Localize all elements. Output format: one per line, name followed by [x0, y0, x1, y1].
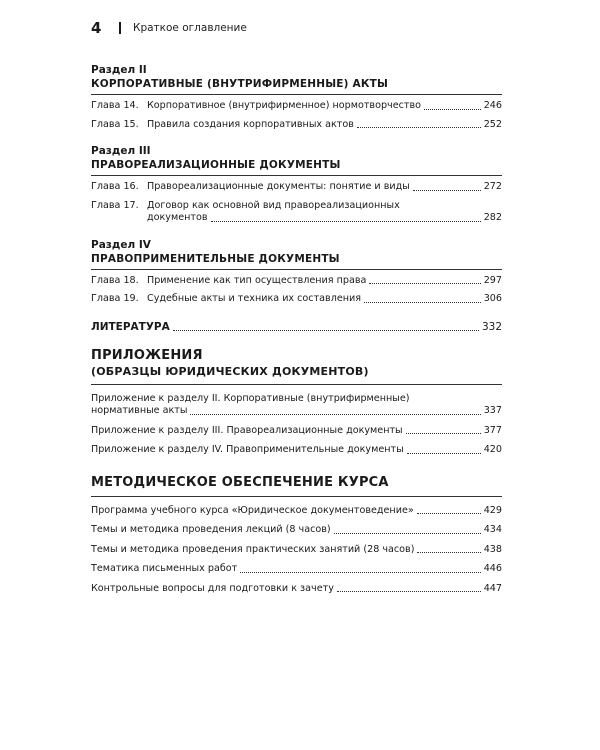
- page-ref: 272: [483, 181, 502, 192]
- section-label: Раздел III: [91, 145, 151, 157]
- page-ref: 246: [483, 100, 502, 111]
- methodology-item: Темы и методика проведения практических занятий (28 часов): [91, 543, 415, 555]
- toc-entry[interactable]: [91, 275, 502, 288]
- chapter-number: Глава 16.: [91, 181, 139, 192]
- toc-entry[interactable]: [91, 425, 502, 438]
- page-ref: 306: [483, 293, 502, 304]
- section-rule: [91, 269, 502, 270]
- appendices-title: ПРИЛОЖЕНИЯ: [91, 347, 203, 363]
- header-separator: [119, 22, 121, 34]
- section-label: Раздел II: [91, 64, 147, 76]
- toc-entry[interactable]: [91, 563, 502, 576]
- section-rule: [91, 496, 502, 497]
- page-ref: 332: [481, 320, 502, 333]
- page-ref: 282: [483, 212, 502, 223]
- leader-dots: [190, 414, 480, 415]
- leader-dots: [406, 433, 481, 434]
- section-title: КОРПОРАТИВНЫЕ (ВНУТРИФИРМЕННЫЕ) АКТЫ: [91, 78, 389, 90]
- literature-title: ЛИТЕРАТУРА: [91, 320, 170, 333]
- table-of-contents: [91, 64, 502, 602]
- toc-entry[interactable]: [91, 293, 502, 306]
- leader-dots: [357, 127, 481, 128]
- methodology-item: Тематика письменных работ: [91, 563, 238, 574]
- leader-dots: [211, 221, 481, 222]
- toc-entry[interactable]: [91, 583, 502, 596]
- leader-dots: [407, 453, 481, 454]
- leader-dots: [364, 302, 481, 303]
- leader-dots: [240, 572, 480, 573]
- section-4: [91, 239, 502, 306]
- page-ref: 420: [483, 444, 502, 455]
- toc-entry[interactable]: [91, 200, 502, 225]
- section-rule: [91, 175, 502, 176]
- leader-dots: [424, 109, 481, 110]
- page-ref: 297: [483, 274, 502, 286]
- appendix-title-line2: нормативные акты: [91, 405, 188, 416]
- chapter-number: Глава 14.: [91, 100, 139, 111]
- toc-entry[interactable]: [91, 505, 502, 518]
- chapter-number: Глава 18.: [91, 274, 139, 286]
- methodology-section: [91, 475, 502, 596]
- section-rule: [91, 94, 502, 95]
- section-3: [91, 145, 502, 225]
- toc-entry[interactable]: [91, 393, 502, 418]
- toc-entry[interactable]: [91, 181, 502, 194]
- page-ref: 337: [483, 405, 502, 416]
- toc-entry[interactable]: [91, 444, 502, 457]
- chapter-title-line2: документов: [147, 212, 208, 223]
- chapter-number: Глава 19.: [91, 293, 139, 304]
- literature-entry[interactable]: [91, 320, 502, 334]
- chapter-title-line1: Договор как основной вид правореализационных: [147, 199, 400, 211]
- section-title: ПРАВОПРИМЕНИТЕЛЬНЫЕ ДОКУМЕНТЫ: [91, 252, 340, 265]
- chapter-title: Правила создания корпоративных актов: [147, 118, 354, 130]
- chapter-title: Правореализационные документы: понятие и виды: [147, 181, 410, 192]
- page-ref: 438: [483, 543, 502, 555]
- leader-dots: [337, 591, 481, 592]
- leader-dots: [334, 533, 481, 534]
- methodology-title: МЕТОДИЧЕСКОЕ ОБЕСПЕЧЕНИЕ КУРСА: [91, 474, 389, 490]
- page-ref: 447: [483, 582, 502, 594]
- toc-entry[interactable]: [91, 524, 502, 537]
- chapter-number: Глава 15.: [91, 118, 139, 130]
- appendix-title: Приложение к разделу III. Правореализационные документы: [91, 424, 403, 436]
- section-rule: [91, 384, 502, 385]
- leader-dots: [369, 283, 480, 284]
- toc-entry[interactable]: [91, 119, 502, 132]
- leader-dots: [413, 190, 481, 191]
- leader-dots: [417, 552, 480, 553]
- methodology-item: Программа учебного курса «Юридическое документоведение»: [91, 504, 414, 516]
- leader-dots: [173, 330, 479, 331]
- toc-entry[interactable]: [91, 544, 502, 557]
- running-title: Краткое оглавление: [133, 22, 247, 34]
- appendices-section: [91, 348, 502, 457]
- chapter-title: Применение как тип осуществления права: [147, 274, 367, 286]
- page-ref: 429: [483, 504, 502, 516]
- section-2: [91, 64, 502, 131]
- section-label: Раздел IV: [91, 238, 151, 251]
- appendix-title-line1: Приложение к разделу II. Корпоративные (внутрифирменные): [91, 392, 410, 404]
- methodology-item: Темы и методика проведения лекций (8 часов): [91, 524, 331, 535]
- chapter-title: Корпоративное (внутрифирменное) нормотворчество: [147, 100, 421, 111]
- chapter-number: Глава 17.: [91, 199, 139, 211]
- leader-dots: [417, 513, 481, 514]
- appendix-title: Приложение к разделу IV. Правоприменительные документы: [91, 444, 404, 455]
- page-ref: 377: [483, 424, 502, 436]
- page-number: 4: [91, 19, 102, 37]
- page-ref: 446: [483, 563, 502, 574]
- methodology-item: Контрольные вопросы для подготовки к зачету: [91, 582, 334, 594]
- page-ref: 252: [483, 118, 502, 130]
- chapter-title: Судебные акты и техника их составления: [147, 293, 362, 304]
- appendices-subtitle: (ОБРАЗЦЫ ЮРИДИЧЕСКИХ ДОКУМЕНТОВ): [91, 364, 369, 378]
- section-title: ПРАВОРЕАЛИЗАЦИОННЫЕ ДОКУМЕНТЫ: [91, 159, 341, 171]
- page-header: [91, 16, 247, 40]
- page-ref: 434: [483, 524, 502, 535]
- toc-entry[interactable]: [91, 100, 502, 113]
